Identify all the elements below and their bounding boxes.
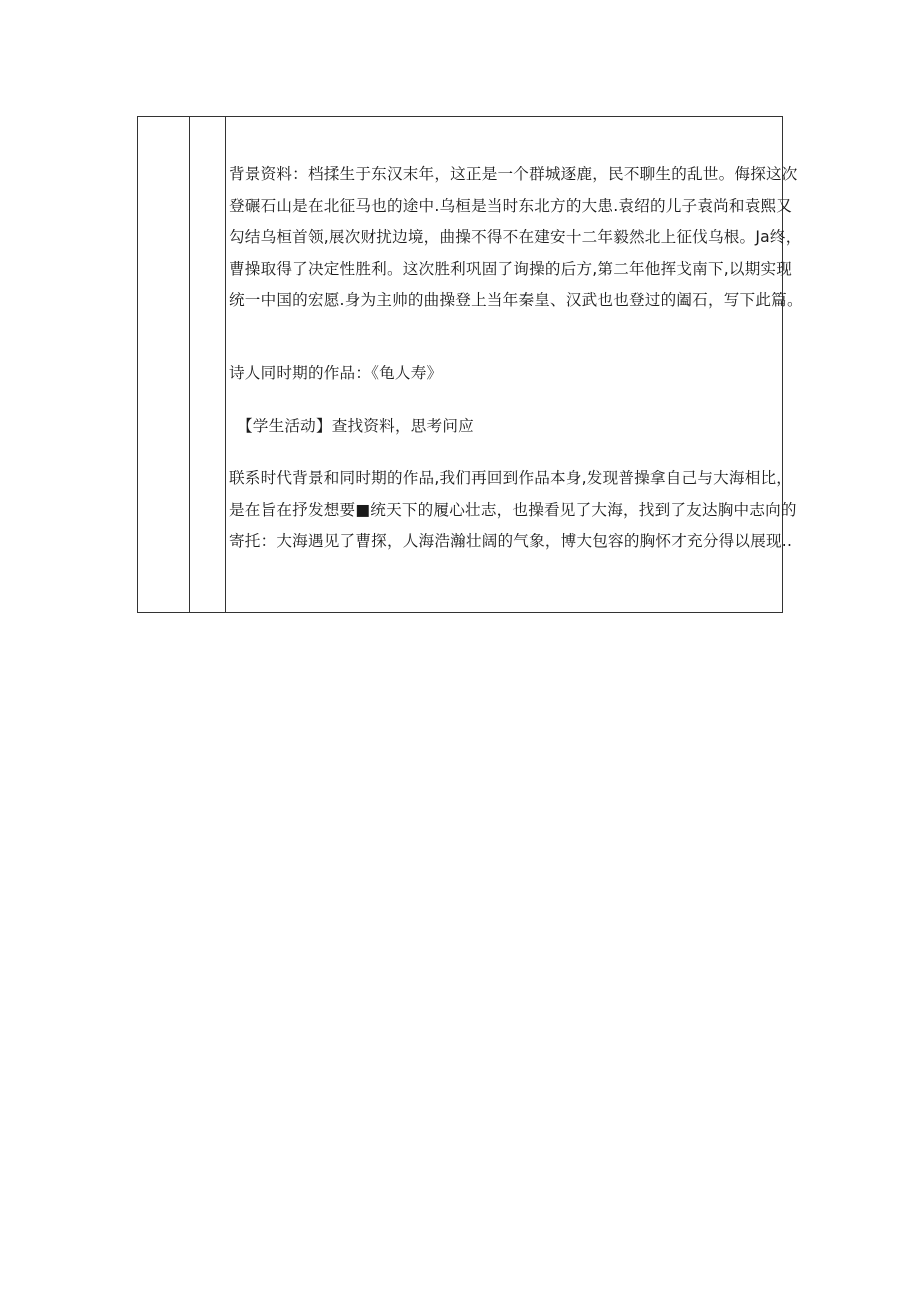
lesson-table	[137, 116, 803, 613]
table-content-cell	[226, 117, 803, 612]
background-line-4: 曹操取得了决定性胜利。这次胜利巩固了询操的后方,第二年他挥戈南下,以期实现	[229, 259, 793, 278]
conclusion-line-2: 是在旨在抒发想要■统天下的履心壮志，也操看见了大海，找到了友达胸中志向的	[229, 500, 797, 519]
contemporary-works-line: 诗人同时期的作品：《龟人寿》	[229, 364, 443, 382]
background-paragraph	[229, 159, 803, 317]
conclusion-line-3: 寄托：大海遇见了曹探，人海浩瀚壮阔的气象，博大包容的胸怀才充分得以展现..	[229, 532, 793, 550]
table-column-1	[138, 117, 190, 612]
background-line-1: 背景资料：档揉生于东汉末年，这正是一个群城逐鹿，民不聊生的乱世。侮探这次	[229, 165, 798, 183]
student-activity-line: 【学生活动】查找资料，思考问应	[237, 417, 474, 435]
conclusion-line-1: 联系时代背景和同时期的作品,我们再回到作品本身,发现普操拿自己与大海相比，	[229, 469, 793, 487]
background-line-5: 统一中国的宏愿.身为主帅的曲操登上当年秦皇、汉武也也登过的阖石，写下此篇。	[229, 291, 803, 309]
background-line-2: 登碾石山是在北征马也的途中.乌桓是当时东北方的大患.袁绍的儿子袁尚和袁熙又	[229, 196, 793, 215]
table-column-2	[190, 117, 226, 612]
background-line-3: 勾结乌桓首领,展次财扰边境，曲操不得不在建安十二年毅然北上征伐乌根。Ja终，	[229, 228, 802, 246]
conclusion-paragraph	[229, 463, 797, 558]
